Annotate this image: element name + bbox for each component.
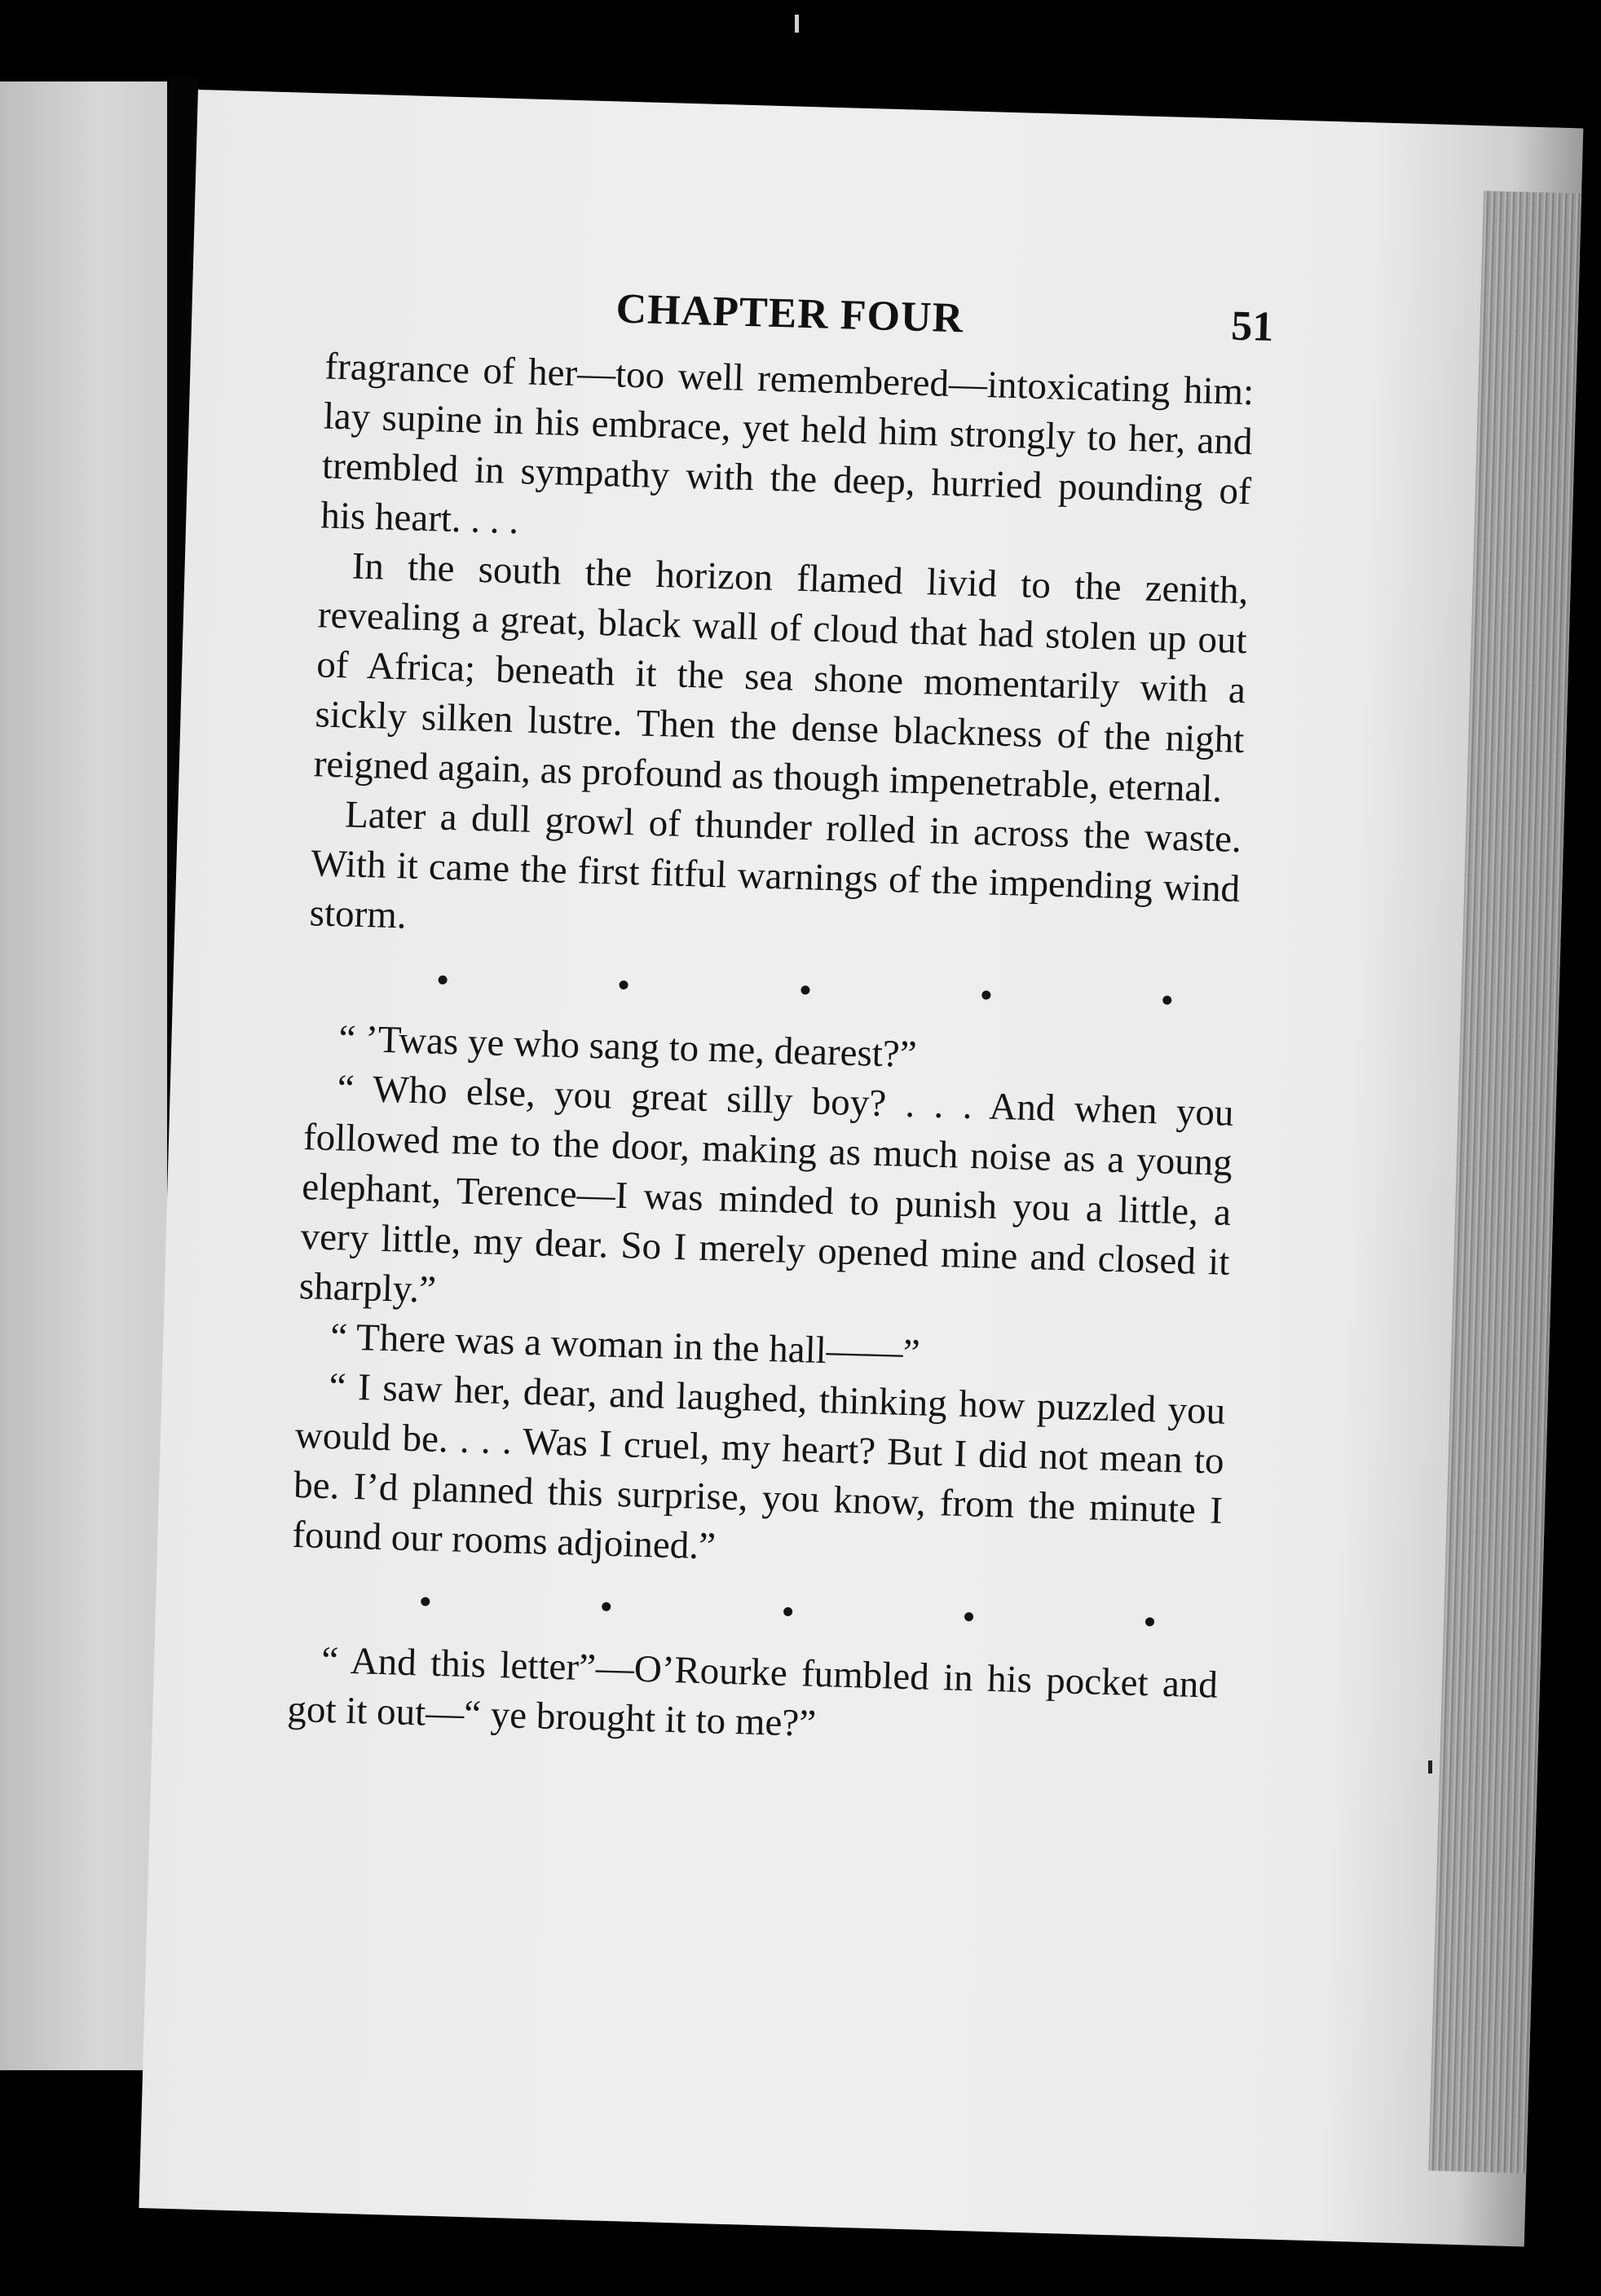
ellipsis-dot bbox=[602, 1602, 611, 1611]
left-page-edge bbox=[0, 82, 167, 2070]
paragraph: In the south the horizon flamed livid to the zenith, revealing a great, black wall of cloud that had stolen up out of Africa; beneath it the sea shone momentarily with a sickly silken lustre. Then the dense blackness of the night reigned again, as profound as though impenetrable, eternal. bbox=[313, 544, 1250, 811]
paragraph: “ There was a woman in the hall——” bbox=[329, 1315, 921, 1375]
body-text bbox=[287, 342, 1255, 1760]
paragraph: “ Who else, you great silly boy? . . . And when you followed me to the door, making as much noise as a young elephant, Terence—I was minded to punish you a little, a very little, my dear. So I merely opened mine and closed it sharply.” bbox=[298, 1067, 1235, 1311]
ellipsis-dot bbox=[981, 990, 990, 999]
scan-mark bbox=[795, 15, 799, 33]
ellipsis-dot bbox=[438, 975, 447, 984]
page-number: 51 bbox=[1230, 302, 1275, 350]
running-head: CHAPTER FOUR bbox=[615, 285, 964, 342]
book-page bbox=[139, 90, 1583, 2246]
ellipsis-dot bbox=[620, 980, 628, 989]
ellipsis-dot bbox=[800, 985, 809, 994]
ellipsis-dot bbox=[421, 1597, 430, 1606]
paragraph: “ And this letter”—O’Rourke fumbled in his pocket and got it out—“ ye brought it to me?” bbox=[286, 1638, 1219, 1745]
ellipsis-dot bbox=[783, 1606, 792, 1615]
paragraph: “ ’Twas ye who sang to me, dearest?” bbox=[337, 1017, 918, 1077]
paragraph: “ I saw her, dear, and laughed, thinking how puzzled you would be. . . . Was I cruel, my heart? But I did not mean to be. I’d planned this surprise, you know, from the minute I found our rooms adjoined.” bbox=[291, 1365, 1226, 1568]
ellipsis-dot bbox=[1162, 995, 1171, 1004]
page-block-edge bbox=[1428, 191, 1581, 2173]
paragraph: fragrance of her—too well remembered—intoxicating him: lay supine in his embrace, yet held him strongly to her, and trembled in sympathy with the deep, hurried pounding of his heart. . . . bbox=[320, 345, 1255, 543]
ellipsis-dot bbox=[1145, 1617, 1154, 1626]
ellipsis-dot bbox=[964, 1611, 973, 1620]
scan-mark bbox=[1428, 1761, 1432, 1774]
paragraph: Later a dull growl of thunder rolled in across the waste. With it came the first fitful warnings of the impending wind storm. bbox=[309, 793, 1242, 937]
